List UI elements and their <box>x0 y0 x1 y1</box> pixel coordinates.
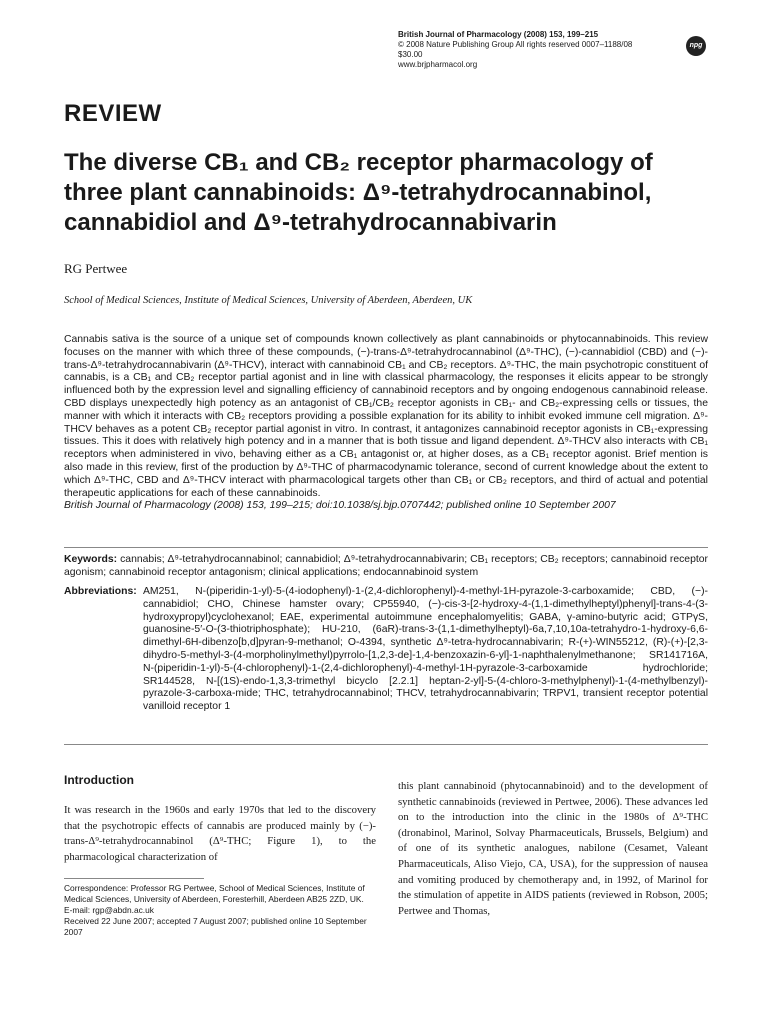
abstract <box>64 334 708 513</box>
npg-logo: npg <box>686 36 706 56</box>
correspondence-address: Correspondence: Professor RG Pertwee, School of Medical Sciences, Institute of Medical Sciences, University of Aberdeen, Foresterhill, Aberdeen AB25 2ZD, UK. <box>64 883 365 904</box>
author-affiliation: School of Medical Sciences, Institute of Medical Sciences, University of Aberdeen, Aberdeen, UK <box>64 295 473 306</box>
journal-header <box>398 30 658 70</box>
received-dates: Received 22 June 2007; accepted 7 August 2007; published online 10 September 2007 <box>64 916 367 937</box>
correspondence-footnote <box>64 883 376 938</box>
intro-paragraph-left: It was research in the 1960s and early 1970s that led to the discovery that the psychotropic effects of cannabis are produced mainly by (−)-trans-Δ⁹-tetrahydrocannabinol (Δ⁹-THC; Figure 1), to the pharmacological characterization of <box>64 804 376 863</box>
keywords-label: Keywords: <box>64 554 118 565</box>
abbreviations <box>64 586 708 714</box>
correspondence-email-link[interactable]: E-mail: rgp@abdn.ac.uk <box>64 905 154 915</box>
divider-bottom <box>64 744 708 745</box>
intro-paragraph-right: this plant cannabinoid (phytocannabinoid) and to the development of synthetic cannabinoids (reviewed in Pertwee, 2006). These advances led on to the introduction into the clinic in the 1980s of Δ⁹-THC (dronabinol, Marinol, Solvay Pharmaceuticals, Brussels, Belgium) and of one of its synthetic analogues, nabilone (Cesamet, Valeant Pharmaceuticals, Aliso Viejo, CA, USA), for the suppression of nausea and vomiting produced by chemotherapy and, in 1992, of Marinol for the stimulation of appetite in AIDS patients (reviewed in Robson, 2005; Pertwee and Thomas, <box>398 780 708 917</box>
copyright-line: © 2008 Nature Publishing Group All rights reserved 0007–1188/08 $30.00 <box>398 40 633 59</box>
keywords-text: cannabis; Δ⁹-tetrahydrocannabinol; cannabidiol; Δ⁹-tetrahydrocannabivarin; CB₁ receptors; CB₂ receptors; cannabinoid receptor agonism; cannabinoid receptor antagonism; clinical applications; endocannabinoid system <box>64 554 708 578</box>
divider-top <box>64 547 708 548</box>
author-name: RG Pertwee <box>64 261 128 276</box>
abbreviations-label: Abbreviations: <box>64 586 137 597</box>
abbreviations-text: AM251, N-(piperidin-1-yl)-5-(4-iodophenyl)-1-(2,4-dichlorophenyl)-4-methyl-1H-pyrazole-3-carboxamide; CBD, (−)-cannabidiol; CHO, Chinese hamster ovary; CP55940, (−)-cis-3-[2-hydroxy-4-(1,1-dimethylheptyl)phenyl]-trans-4-(3-hydroxypropyl)cyclohexanol; EAE, experimental autoimmune encephalomyelitis; GABA, γ-amino-butyric acid; GTPγS, guanosine-5′-O-(3-thiotriphosphate); HU-210, (6aR)-trans-3-(1,1-dimethylheptyl)-6a,7,10,10a-tetrahydro-1-hydroxy-6,6-dimethyl-6H-dibenzo[b,d]pyran-9-methanol; O-4394, synthetic Δ⁹-tetra-hydrocannabivarin; R-(+)-WIN55212, (R)-(+)-[2,3-dihydro-5-methyl-3-(4-morpholinylmethyl)pyrrolo-[1,2,3-de]-1,4-benzoxazin-6-yl]-1-naphthalenylmethanone; SR141716A, N-(piperidin-1-yl)-5-(4-chlorophenyl)-1-(2,4-dichlorophenyl)-4-methyl-1H-pyrazole-3-carboxamide hydrochloride; SR144528, N-[(1S)-endo-1,3,3-trimethyl bicyclo [2.2.1] heptan-2-yl]-5-(4-chloro-3-methylphenyl)-1-(4-methylbenzyl)-pyrazole-3-carboxa-mide; THC, tetrahydrocannabinol; THCV, tetrahydrocannabivarin; TRPV1, transient receptor potential vanilloid receptor 1 <box>143 586 708 713</box>
journal-url-link[interactable]: www.brjpharmacol.org <box>398 60 478 69</box>
journal-citation-line: British Journal of Pharmacology (2008) 153, 199–215 <box>398 30 599 39</box>
abstract-citation: British Journal of Pharmacology (2008) 153, 199–215; doi:10.1038/sj.bjp.0707442; published online 10 September 2007 <box>64 500 616 512</box>
footnote-rule <box>64 878 204 879</box>
keywords <box>64 554 708 580</box>
section-heading-introduction: Introduction <box>64 773 134 787</box>
article-title: The diverse CB₁ and CB₂ receptor pharmacology of three plant cannabinoids: Δ⁹-tetrahydrocannabinol, cannabidiol and Δ⁹-tetrahydrocannabivarin <box>64 149 653 236</box>
article-type: REVIEW <box>64 100 162 127</box>
abstract-text: Cannabis sativa is the source of a unique set of compounds known collectively as plant cannabinoids or phytocannabinoids. This review focuses on the manner with which three of these compounds, (−)-trans-Δ⁹-tetrahydrocannabinol (Δ⁹-THC), (−)-cannabidiol (CBD) and (−)-trans-Δ⁹-tetrahydrocannabivarin (Δ⁹-THCV), interact with cannabinoid CB₁ and CB₂ receptors. Δ⁹-THC, the main psychotropic constituent of cannabis, is a CB₁ and CB₂ receptor partial agonist and in line with classical pharmacology, the responses it elicits appear to be strongly influenced both by the expression level and signalling efficiency of cannabinoid receptors and by ongoing endogenous cannabinoid release. CBD displays unexpectedly high potency as an antagonist of CB₁/CB₂ receptor agonists in CB₁- and CB₂-expressing cells or tissues, the manner with which it interacts with CB₂ receptors providing a possible explanation for its ability to inhibit evoked immune cell migration. Δ⁹-THCV behaves as a potent CB₂ receptor partial agonist in vitro. In contrast, it antagonizes cannabinoid receptor agonists in CB₁-expressing tissues. This it does with relatively high potency and in a manner that is both tissue and ligand dependent. Δ⁹-THCV also interacts with CB₁ receptors when administered in vivo, behaving either as a CB₁ antagonist or, at higher doses, as a CB₁ receptor agonist. Brief mention is also made in this review, first of the production by Δ⁹-THC of pharmacodynamic tolerance, second of current knowledge about the extent to which Δ⁹-THC, CBD and Δ⁹-THCV interact with pharmacological targets other than CB₁ or CB₂ receptors, and third of actual and potential therapeutic applications for each of these cannabinoids. <box>64 334 708 499</box>
